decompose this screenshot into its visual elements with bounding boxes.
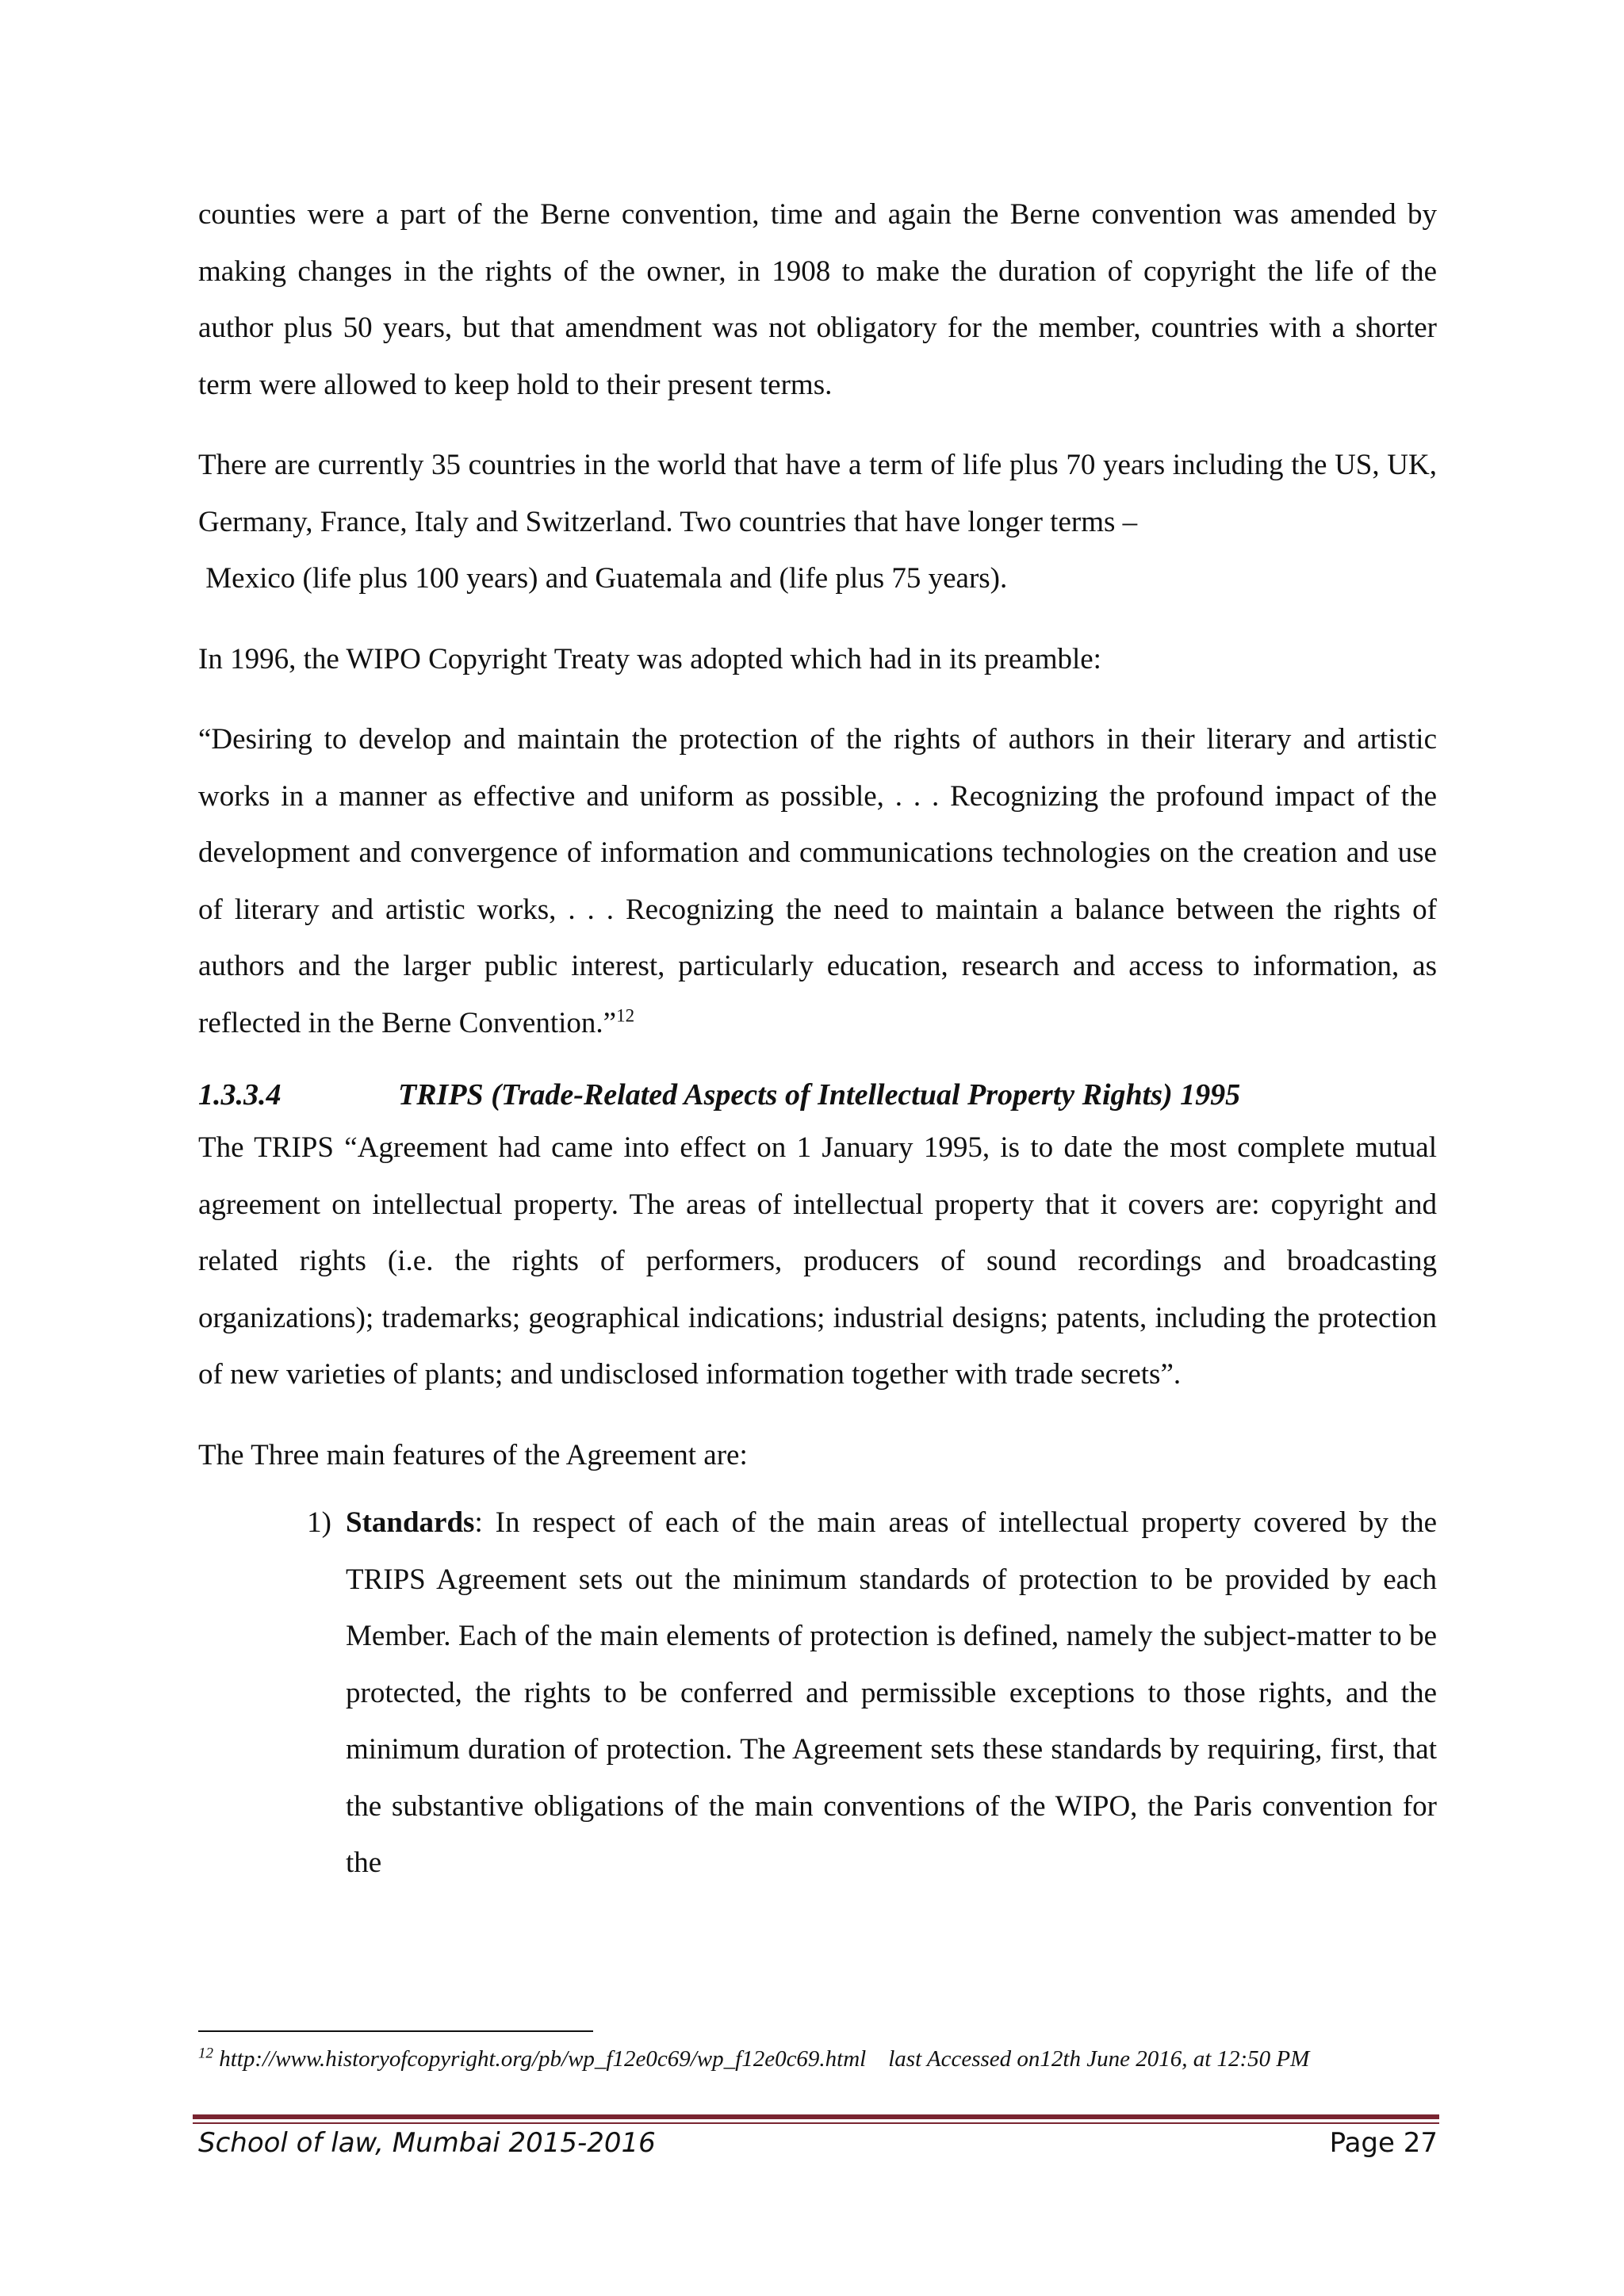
list-item: [198, 1494, 1437, 1892]
preamble-quote-text: “Desiring to develop and maintain the protection of the rights of authors in their literary and artistic works in a manner as effective and uniform as possible, . . . Recognizing the profound impact of the development and convergence of information and communications technologies on the creation and use of literary and artistic works, . . . Recognizing the need to maintain a balance between the rights of authors and the larger public interest, particularly education, research and access to information, as reflected in the Berne Convention.”: [198, 723, 1437, 1039]
footer-institution: School of law, Mumbai 2015-2016: [198, 2127, 656, 2159]
paragraph-preamble-quote: [198, 711, 1437, 1051]
footnote-number: 12: [198, 2045, 213, 2062]
footnote-url[interactable]: http://www.historyofcopyright.org/pb/wp_f12e0c69/wp_f12e0c69.html: [219, 2046, 867, 2072]
paragraph-wipo-treaty: In 1996, the WIPO Copyright Treaty was adopted which had in its preamble:: [198, 642, 1101, 675]
section-number: 1.3.3.4: [198, 1078, 282, 1112]
paragraph-trips-agreement: The TRIPS “Agreement had came into effect on 1 January 1995, is to date the most complete mutual agreement on intellectual property. The areas of intellectual property that it covers are: copyright and related rights (i.e. the rights of performers, producers of sound recordings and broadcasting organizations); trademarks; geographical indications; industrial designs; patents, including the protection of new varieties of plants; and undisclosed information together with trade secrets”.: [198, 1131, 1437, 1391]
paragraph-term-countries-line2: Mexico (life plus 100 years) and Guatemala and (life plus 75 years).: [198, 562, 1008, 595]
paragraph-main-features: The Three main features of the Agreement are:: [198, 1438, 748, 1471]
body-text: [198, 186, 1437, 1892]
footer-rule-thin: [193, 2122, 1439, 2124]
features-list: [198, 1494, 1437, 1892]
footnote-separator: [198, 2030, 593, 2032]
paragraph-term-countries-line1: There are currently 35 countries in the world that have a term of life plus 70 years including the US, UK, Germany, France, Italy and Switzerland. Two countries that have longer terms –: [198, 449, 1437, 538]
section-title: TRIPS (Trade-Related Aspects of Intellectual Property Rights) 1995: [398, 1078, 1241, 1112]
paragraph-term-countries: [198, 437, 1437, 607]
section-heading: [198, 1075, 1437, 1115]
list-item-marker: 1): [307, 1506, 331, 1539]
footnote: [198, 2045, 1437, 2073]
footnote-reference[interactable]: 12: [616, 1005, 635, 1026]
list-item-term: Standards: [346, 1506, 475, 1539]
footer-rule: [193, 2114, 1439, 2119]
list-item-body: [346, 1494, 1437, 1892]
footnote-accessed: last Accessed on12th June 2016, at 12:50 PM: [888, 2046, 1310, 2072]
page-number: Page 27: [1329, 2127, 1438, 2159]
list-item-text: : In respect of each of the main areas of intellectual property covered by the TRIPS Agreement sets out the minimum standards of protection to be provided by each Member. Each of the main elements of protection is defined, namely the subject-matter to be protected, the rights to be conferred and permissible exceptions to those rights, and the minimum duration of protection. The Agreement sets these standards by requiring, first, that the substantive obligations of the main conventions of the WIPO, the Paris convention for the: [346, 1506, 1437, 1879]
paragraph-berne-amendment: counties were a part of the Berne convention, time and again the Berne convention was amended by making changes in the rights of the owner, in 1908 to make the duration of copyright the life of the author plus 50 years, but that amendment was not obligatory for the member, countries with a shorter term were allowed to keep hold to their present terms.: [198, 198, 1437, 401]
